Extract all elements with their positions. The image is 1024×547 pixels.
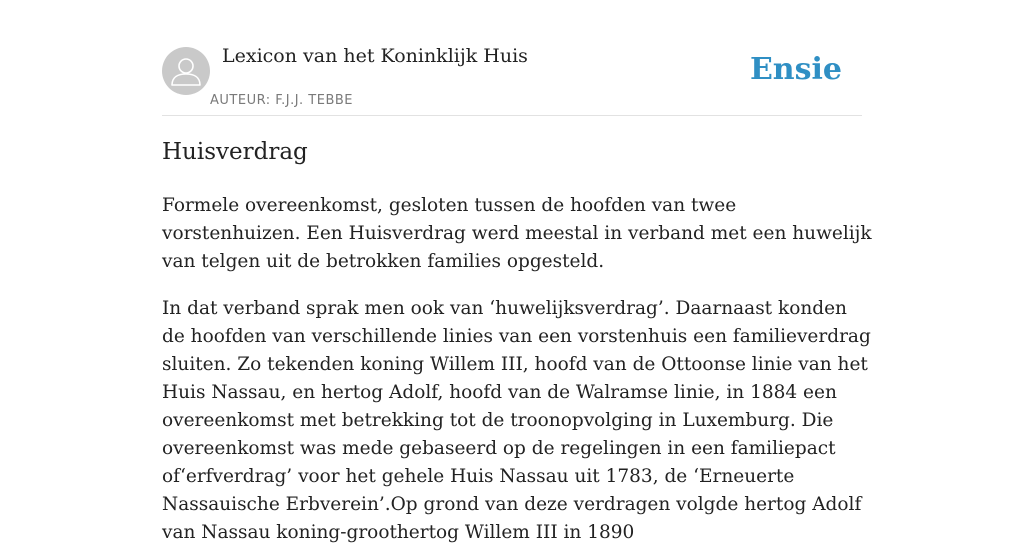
- entry-paragraph: Formele overeenkomst, gesloten tussen de hoofden van twee vorstenhuizen. Een Huisverdrag werd meestal in verband met een huwelijk van telgen uit de betrokken families opgesteld.: [162, 195, 872, 272]
- content-column: [162, 0, 872, 543]
- brand-logo[interactable]: Ensie: [749, 52, 842, 87]
- entry-header: [162, 0, 862, 116]
- author-label[interactable]: AUTEUR: F.J.J. TEBBE: [210, 93, 354, 108]
- entry-paragraph: In dat verband sprak men ook van ‘huwelijksverdrag’. Daarnaast konden de hoofden van verschillende linies van een vorstenhuis een familieverdrag sluiten. Zo tekenden koning Willem III, hoofd van de Ottoonse linie van het Huis Nassau, en hertog Adolf, hoofd van de Walramse linie, in 1884 een overeenkomst met betrekking tot de troonopvolging in Luxemburg. Die overeenkomst was mede gebaseerd op de regelingen in een familiepact of‘erfverdrag’ voor het gehele Huis Nassau uit 1783, de ‘Erneuerte Nassauische Erbverein’.Op grond van deze verdragen volgde hertog Adolf van Nassau koning-groothertog Willem III in 1890: [162, 298, 871, 543]
- user-icon: [162, 47, 210, 95]
- avatar[interactable]: [162, 47, 210, 95]
- book-title[interactable]: Lexicon van het Koninklijk Huis: [222, 45, 528, 67]
- entry-title: Huisverdrag: [162, 139, 308, 165]
